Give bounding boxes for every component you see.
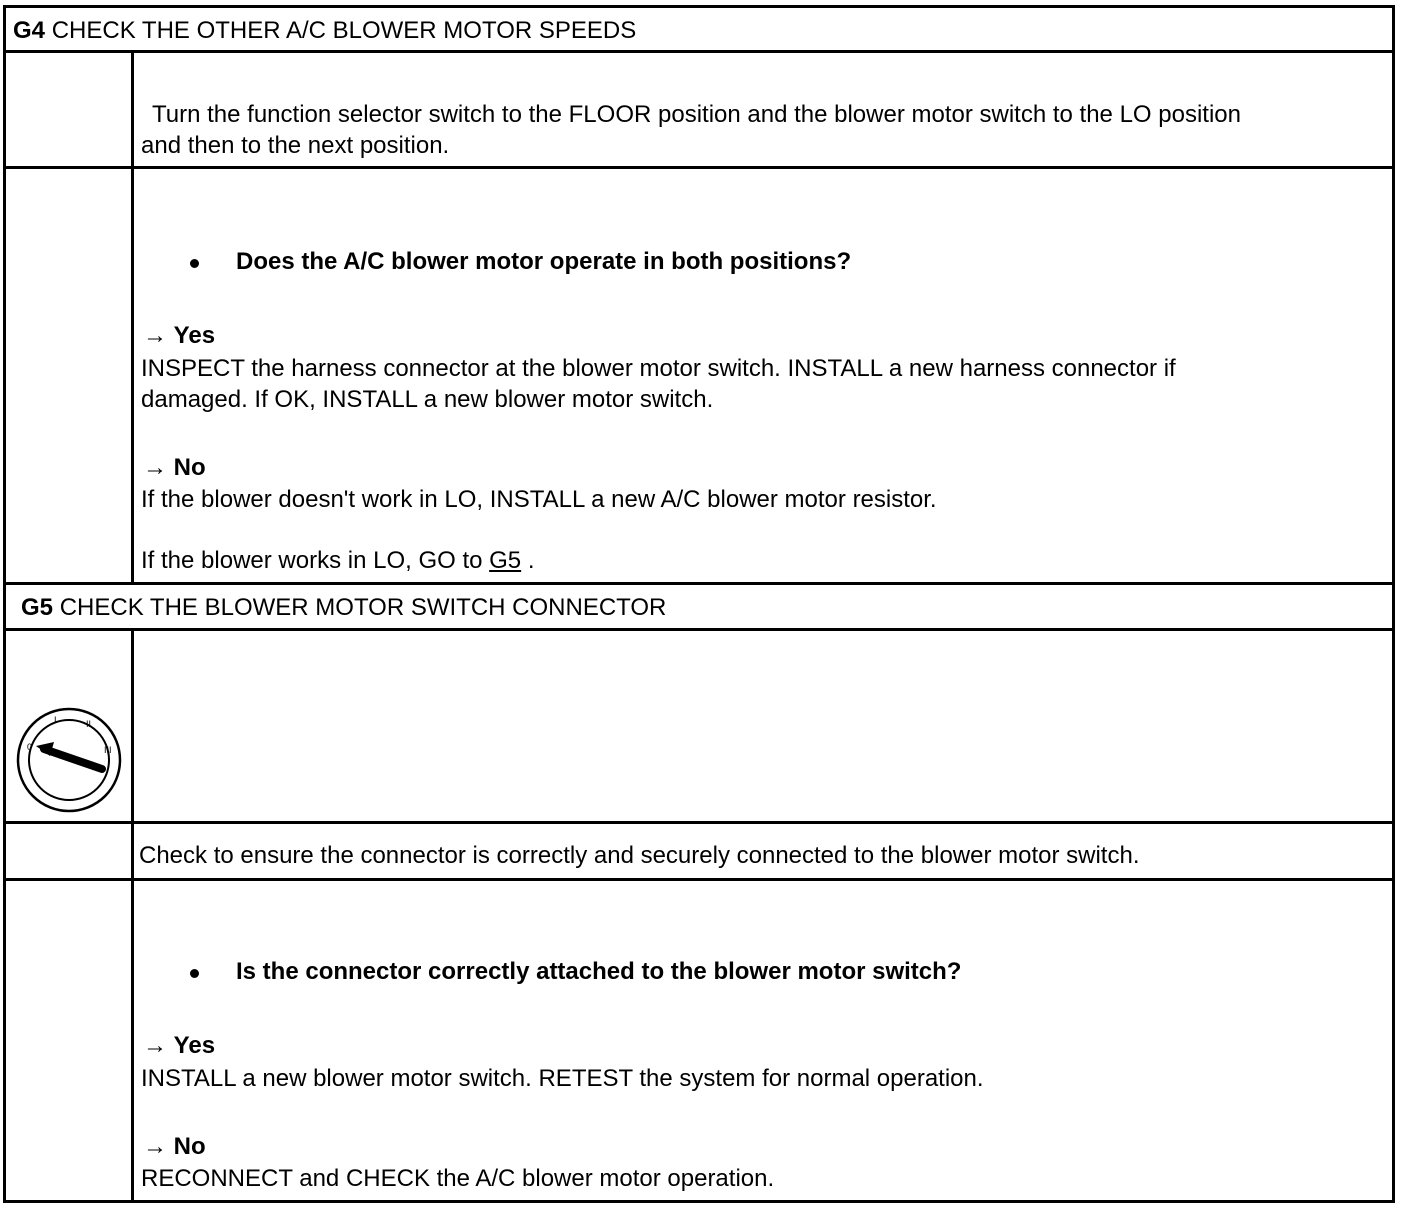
g4-instruction-line1: Turn the function selector switch to the FLOOR position and the blower motor switch to the LO position — [152, 101, 1241, 128]
g4-header — [3, 5, 1395, 53]
right-arrow-icon: → — [143, 322, 167, 349]
ignition-label-0: 0 — [27, 742, 33, 752]
g5-yes-text: INSTALL a new blower motor switch. RETEST the system for normal operation. — [141, 1065, 984, 1092]
g4-title-line — [13, 17, 636, 45]
g4-instruction-line2: and then to the next position. — [141, 132, 450, 159]
g5-icon-row — [3, 628, 1395, 824]
g4-step-id: G4 — [13, 17, 46, 44]
g5-yes-heading — [143, 1030, 215, 1061]
ignition-label-1: I — [54, 715, 57, 725]
g5-result-left-cell — [3, 878, 134, 1203]
g5-link[interactable]: G5 — [489, 547, 522, 574]
g5-header — [3, 582, 1395, 631]
g4-yes-label: Yes — [173, 322, 216, 349]
g4-instruction-left-cell — [3, 50, 134, 169]
g5-step-id: G5 — [21, 594, 54, 621]
g4-question: Does the A/C blower motor operate in both positions? — [236, 248, 852, 275]
g4-yes-heading — [143, 320, 215, 351]
g5-title: CHECK THE BLOWER MOTOR SWITCH CONNECTOR — [59, 594, 667, 621]
g5-icon-left-cell — [3, 628, 134, 824]
g5-yes-label: Yes — [173, 1032, 216, 1059]
g4-yes-line2: damaged. If OK, INSTALL a new blower motor switch. — [141, 386, 714, 413]
ignition-label-2: II — [86, 719, 92, 729]
g4-no-line2-suffix: . — [527, 547, 535, 574]
g4-no-label: No — [173, 454, 206, 481]
right-arrow-icon: → — [143, 454, 167, 481]
g4-no-line2 — [141, 545, 535, 576]
g5-question-bullet — [190, 969, 199, 978]
g5-instruction-left-cell — [3, 821, 134, 881]
ignition-label-3: III — [104, 745, 112, 755]
g4-no-line1: If the blower doesn't work in LO, INSTALL a new A/C blower motor resistor. — [141, 486, 937, 513]
g4-question-bullet — [190, 259, 199, 268]
ignition-switch-off-icon — [14, 705, 124, 815]
g5-no-label: No — [173, 1133, 206, 1160]
g5-no-text: RECONNECT and CHECK the A/C blower motor operation. — [141, 1165, 775, 1192]
g5-instruction: Check to ensure the connector is correctly and securely connected to the blower motor switch. — [139, 842, 1140, 869]
g4-title: CHECK THE OTHER A/C BLOWER MOTOR SPEEDS — [51, 17, 637, 44]
right-arrow-icon: → — [143, 1032, 167, 1059]
g4-no-heading — [143, 452, 206, 483]
g4-no-line2-prefix: If the blower works in LO, GO to — [141, 547, 483, 574]
right-arrow-icon: → — [143, 1133, 167, 1160]
g4-result-left-cell — [3, 166, 134, 585]
g5-question: Is the connector correctly attached to the blower motor switch? — [236, 958, 962, 985]
g4-yes-line1: INSPECT the harness connector at the blower motor switch. INSTALL a new harness connector if — [141, 355, 1176, 382]
g5-title-line — [21, 594, 666, 622]
g5-no-heading — [143, 1131, 206, 1162]
